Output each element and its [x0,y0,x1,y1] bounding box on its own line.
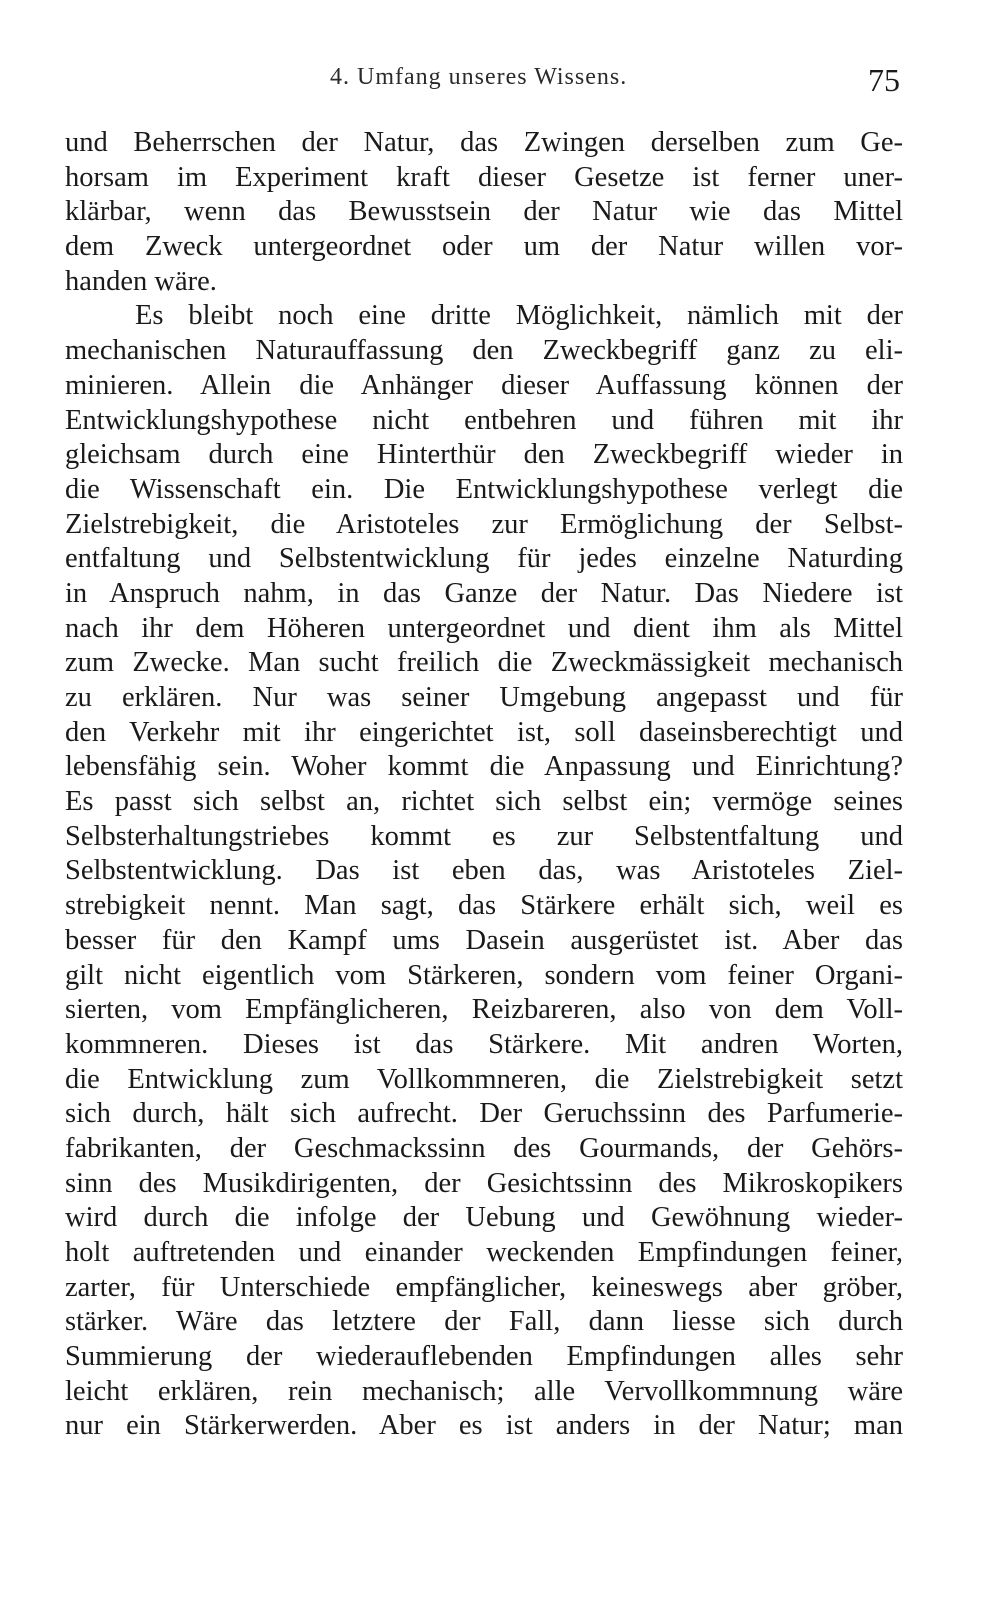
text-line: nur ein Stärkerwerden. Aber es ist anders in der Natur; man [65,1410,903,1442]
text-line: wird durch die infolge der Uebung und Gewöhnung wieder- [65,1202,903,1234]
running-head [0,62,1000,102]
text-line: besser für den Kampf ums Dasein ausgerüstet ist. Aber das [65,924,903,956]
text-line: leicht erklären, rein mechanisch; alle Vervollkommnung wäre [65,1375,903,1407]
text-line: nach ihr dem Höheren untergeordnet und dient ihm als Mittel [65,612,903,644]
text-line: den Verkehr mit ihr eingerichtet ist, soll daseinsberechtigt und [65,716,903,748]
text-line: handen wäre. [65,265,217,297]
text-line: lebensfähig sein. Woher kommt die Anpassung und Einrichtung? [65,751,903,783]
text-line: zarter, für Unterschiede empfänglicher, keineswegs aber gröber, [65,1271,903,1303]
text-line: strebigkeit nennt. Man sagt, das Stärkere erhält sich, weil es [65,890,903,922]
text-line: die Entwicklung zum Vollkommneren, die Zielstrebigkeit setzt [65,1063,903,1095]
text-line: Selbsterhaltungstriebes kommt es zur Selbstentfaltung und [65,820,903,852]
text-line: und Beherrschen der Natur, das Zwingen derselben zum Ge- [65,127,903,158]
text-line: kommneren. Dieses ist das Stärkere. Mit andren Worten, [65,1028,903,1060]
text-line: sich durch, hält sich aufrecht. Der Geruchssinn des Parfumerie- [65,1098,903,1130]
text-line: horsam im Experiment kraft dieser Gesetze ist ferner uner- [65,161,903,193]
text-line: zu erklären. Nur was seiner Umgebung angepasst und für [65,682,903,713]
text-line: Summierung der wiederauflebenden Empfindungen alles sehr [65,1341,903,1373]
text-line: Es bleibt noch eine dritte Möglichkeit, nämlich mit der [135,300,903,332]
text-line: zum Zwecke. Man sucht freilich die Zweckmässigkeit mechanisch [65,647,903,679]
text-line: die Wissenschaft ein. Die Entwicklungshypothese verlegt die [65,473,903,505]
text-line: klärbar, wenn das Bewusstsein der Natur wie das Mittel [65,196,903,228]
text-line: Entwicklungshypothese nicht entbehren und führen mit ihr [65,404,903,436]
running-title: 4. Umfang unseres Wissens. [330,64,628,90]
page-number: 75 [868,62,900,98]
text-line: sinn des Musikdirigenten, der Gesichtssinn des Mikroskopikers [65,1167,903,1199]
text-line: holt auftretenden und einander weckenden Empfindungen feiner, [65,1237,903,1268]
text-line: in Anspruch nahm, in das Ganze der Natur. Das Niedere ist [65,577,903,609]
text-line: Es passt sich selbst an, richtet sich selbst ein; vermöge seines [65,786,903,818]
text-line: fabrikanten, der Geschmackssinn des Gourmands, der Gehörs- [65,1132,903,1164]
text-line: Zielstrebigkeit, die Aristoteles zur Ermöglichung der Selbst- [65,508,903,540]
text-line: gilt nicht eigentlich vom Stärkeren, sondern vom feiner Organi- [65,959,903,991]
text-line: Selbstentwicklung. Das ist eben das, was Aristoteles Ziel- [65,855,903,887]
body-text [65,126,903,1444]
text-line: sierten, vom Empfänglicheren, Reizbareren, also von dem Voll- [65,994,903,1026]
text-line: mechanischen Naturauffassung den Zweckbegriff ganz zu eli- [65,335,903,367]
text-line: entfaltung und Selbstentwicklung für jedes einzelne Naturding [65,543,903,575]
text-line: stärker. Wäre das letztere der Fall, dann liesse sich durch [65,1306,903,1338]
text-line: dem Zweck untergeordnet oder um der Natur willen vor- [65,231,903,263]
text-line: minieren. Allein die Anhänger dieser Auffassung können der [65,369,903,401]
text-line: gleichsam durch eine Hinterthür den Zweckbegriff wieder in [65,439,903,471]
